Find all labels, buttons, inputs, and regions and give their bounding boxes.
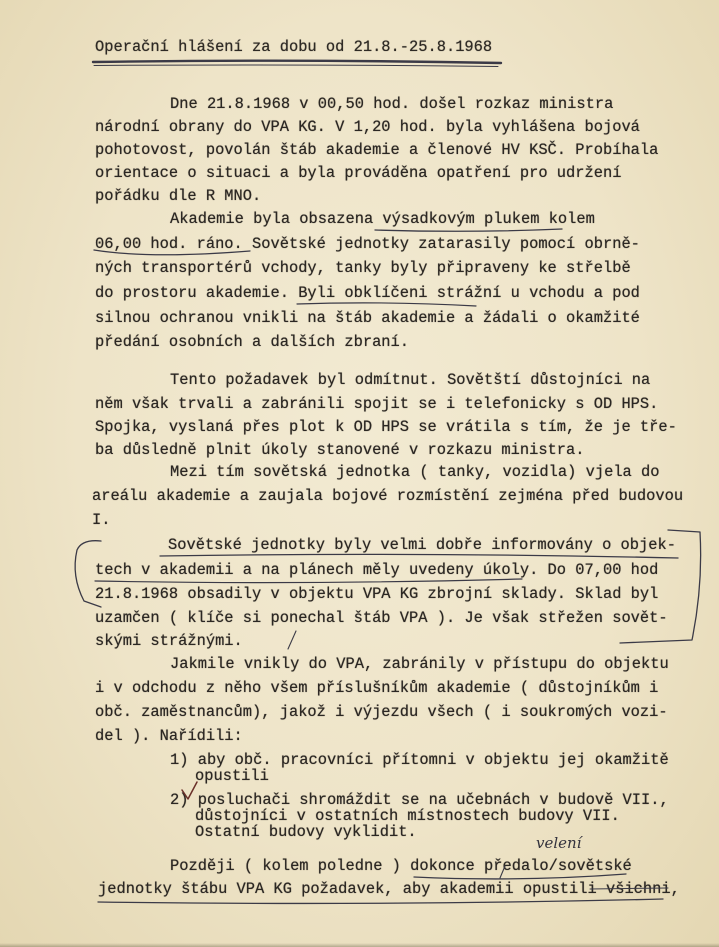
pen-slash bbox=[288, 631, 296, 649]
text-line: areálu akademie a zaujala bojové rozmístění zejména před budovou bbox=[92, 487, 684, 505]
document-title: Operační hlášení za dobu od 21.8.-25.8.1968 bbox=[95, 38, 493, 56]
text-line: ba důsledně plnit úkoly stanovené v rozkazu ministra. bbox=[95, 441, 585, 459]
text-line: orientace o situaci a byla prováděna opatření pro udržení bbox=[95, 164, 622, 182]
text-line: I. bbox=[92, 511, 111, 529]
text-line: jednotky štábu VPA KG požadavek, aby akademii opustili všichni, bbox=[98, 880, 680, 898]
text-line: del ). Nařídili: bbox=[95, 727, 243, 745]
text-line: Mezi tím sovětská jednotka ( tanky, vozidla) vjela do bbox=[170, 463, 660, 481]
text-line: Spojka, vyslaná přes plot k OD HPS se vrátila s tím, že je tře- bbox=[95, 418, 677, 436]
text-line: pořádku dle R MNO. bbox=[95, 187, 262, 205]
text-line: tech v akademii a na plánech měly uvedeny úkoly. Do 07,00 hod bbox=[95, 561, 659, 579]
title-underline bbox=[93, 61, 501, 63]
text-line: skými strážnými. bbox=[95, 632, 243, 650]
order-item-2: 2) posluchači shromáždit se na učebnách v budově VII., bbox=[170, 791, 669, 809]
text-line: Dne 21.8.1968 v 00,50 hod. došel rozkaz ministra bbox=[170, 95, 614, 113]
text-line: uzamčen ( klíče si ponechal štáb VPA ). Je však střežen sovět- bbox=[95, 609, 668, 627]
text-line: Sovětské jednotky byly velmi dobře informovány o objek- bbox=[168, 536, 676, 554]
pen-underline bbox=[95, 579, 522, 583]
pen-underline bbox=[98, 899, 663, 903]
pen-underline bbox=[375, 229, 562, 231]
text-line: pohotovost, povolán štáb akademie a členové HV KSČ. Probíhala bbox=[95, 141, 659, 159]
text-line: i v odchodu z něho všem příslušníkům akademie ( důstojníkům i bbox=[95, 679, 659, 697]
pen-underline bbox=[297, 303, 476, 306]
order-item-1-continuation: opustili bbox=[195, 767, 269, 785]
order-item-1: 1) aby obč. pracovníci přítomni v objektu jej okamžitě bbox=[170, 751, 669, 769]
text-line: Později ( kolem poledne ) dokonce předalo/sovětské bbox=[170, 857, 632, 875]
text-line: něm však trvali a zabránili spojit se i telefonicky s OD HPS. bbox=[95, 395, 659, 413]
text-line: 21.8.1968 obsadily v objektu VPA KG zbrojní sklady. Sklad byl bbox=[95, 585, 659, 603]
title-underline-second bbox=[94, 65, 498, 67]
text-line: do prostoru akademie. Byli obklíčeni strážní u vchodu a pod bbox=[95, 284, 640, 302]
handwritten-insert: velení bbox=[536, 834, 582, 852]
text-line: ných transportérů vchody, tanky byly připraveny ke střelbě bbox=[95, 259, 631, 277]
text-line: 06,00 hod. ráno. Sovětské jednotky zatarasily pomocí obrně- bbox=[95, 235, 640, 253]
text-line: Jakmile vnikly do VPA, zabránily v přístupu do objektu bbox=[170, 655, 669, 673]
order-item-2-continuation: důstojníci v ostatních místnostech budovy VII. bbox=[195, 807, 620, 825]
text-line: Akademie byla obsazena výsadkovým plukem kolem bbox=[170, 210, 595, 228]
text-line: národní obrany do VPA KG. V 1,20 hod. byla vyhlášena bojová bbox=[95, 118, 640, 136]
text-line: předání osobních a dalších zbraní. bbox=[95, 333, 410, 351]
text-line: obč. zaměstnancům), jakož i výjezdu všech ( i soukromých vozi- bbox=[95, 703, 668, 721]
text-line: Tento požadavek byl odmítnut. Sovětští důstojníci na bbox=[170, 371, 651, 389]
order-item-2-continuation: Ostatní budovy vyklidit. bbox=[195, 823, 417, 841]
text-line: silnou ochranou vnikli na štáb akademie a žádali o okamžité bbox=[95, 309, 640, 327]
pen-underline bbox=[160, 554, 678, 558]
